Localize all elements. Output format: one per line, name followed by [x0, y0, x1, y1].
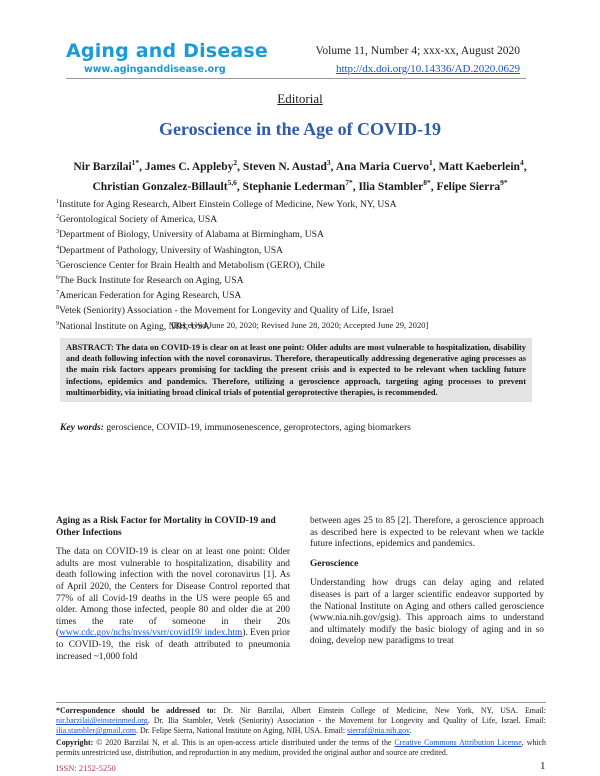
- abstract-box: ABSTRACT: The data on COVID-19 is clear on at least one point: Older adults are most vulnerable to hospitalization, disability and death following infection with the novel coronavirus. Therefore, therapeutically addressing degenerative aging processes as the main risk factors appears promising for tackling the present crisis and is expected to be relevant when tackling future infections, epidemics and pandemics. Therefore, utilizing a geroscience approach, targeting aging processes to prevent multimorbidity, via initiating broad clinical trials of potential geroprotective therapies, is recommended.: [60, 338, 532, 402]
- author: Felipe Sierra$^{9*}$: [436, 177, 508, 193]
- cdc-link[interactable]: www.cdc.gov/nchs/nvss/vsrr/covid19/ index.htm: [59, 628, 243, 639]
- journal-website[interactable]: www.aginganddisease.org: [84, 64, 226, 75]
- section-label: Editorial: [277, 91, 323, 106]
- affiliation-item: $^3$Department of Biology, University of Alabama at Birmingham, USA: [56, 228, 324, 241]
- affiliation-item: $^5$Geroscience Center for Brain Health and Metabolism (GERO), Chile: [56, 258, 325, 271]
- affiliation-item: $^1$Institute for Aging Research, Albert Einstein College of Medicine, New York, NY, USA: [56, 198, 397, 211]
- affiliation-item: $^4$Department of Pathology, University of Washington, USA: [56, 243, 283, 256]
- email-link[interactable]: ilia.stambler@gmail.com: [56, 726, 137, 736]
- affiliation-item: $^7$American Federation for Aging Research, USA: [56, 289, 242, 302]
- body-column-left: [56, 516, 290, 671]
- affiliation-item: $^9$National Institute on Aging, NIH, USA: [56, 319, 210, 332]
- author: Ilia Stambler$^{8*}$: [358, 177, 431, 193]
- author-list: [60, 155, 540, 195]
- author: Stephanie Lederman$^{7*}$: [242, 177, 353, 193]
- author: Nir Barzilai$^{1*}$: [73, 158, 140, 173]
- article-title: Geroscience in the Age of COVID-19: [158, 119, 442, 139]
- section-heading: Aging as a Risk Factor for Mortality in COVID-19 and Other Infections: [56, 516, 276, 538]
- received-dates: [Received June 20, 2020; Revised June 28, 2020; Accepted June 29, 2020]: [171, 320, 429, 330]
- keywords: [60, 422, 411, 433]
- issn: ISSN: 2152-5250: [56, 763, 116, 773]
- keywords-text: geroscience, COVID-19, immunosenescence, geroprotectors, aging biomarkers: [106, 422, 411, 433]
- author-line-2: Christian Gonzalez-Billault$^{5,6}$, Stephanie Lederman$^{7*}$, Ilia Stambler$^{8*}$, Felipe Sierra$^{9*}$: [92, 177, 508, 193]
- page-number: 1: [540, 760, 546, 772]
- body-column-right: [310, 516, 544, 656]
- keywords-label: Key words:: [60, 422, 104, 433]
- correspondence-note: *Correspondence should be addressed to: Dr. Nir Barzilai, Albert Einstein College of Medicine, New York, NY, USA. Email: nir.barzilai@einsteinmed.org. Dr. Ilia Stambler, Vetek (Seniority) Association - the Movement for Longevity and Quality of Life, Israel. Email: ilia.stambler@gmail.com. Dr. Felipe Sierra, National Institute on Aging, NIH, USA. Email: sierraf@nia.nih.gov.: [56, 706, 546, 736]
- affiliation-item: $^6$The Buck Institute for Research on Aging, USA: [56, 273, 244, 287]
- author: Ana Maria Cuervo$^1$: [335, 158, 433, 173]
- author: James C. Appleby$^2$: [144, 158, 238, 173]
- author: Christian Gonzalez-Billault$^{5,6}$: [92, 177, 237, 193]
- author-line-1: Nir Barzilai$^{1*}$, James C. Appleby$^2$, Steven N. Austad$^3$, Ana Maria Cuervo$^1$, Matt Kaeberlein$^4$,: [73, 158, 527, 173]
- email-link[interactable]: sierraf@nia.nih.gov: [347, 726, 410, 736]
- copyright-note: Copyright: © 2020 Barzilai N, et al. This is an open-access article distributed under the terms of the Creative Commons Attribution License, which permits unrestricted use, distribution, and reproduction in any medium, provided the original author and source are credited.: [56, 738, 546, 758]
- affiliations: [56, 196, 397, 333]
- section-heading: Geroscience: [310, 558, 359, 569]
- footer-divider: [56, 702, 546, 703]
- header-divider: [66, 78, 526, 79]
- paragraph: between ages 25 to 85 [2]. Therefore, a geroscience approach as described here is expected to be relevant when we tackle future infections, epidemics and pandemics.: [310, 516, 544, 550]
- license-link[interactable]: Creative Commons Attribution License: [394, 738, 522, 747]
- volume-info: Volume 11, Number 4; xxx-xx, August 2020: [315, 45, 520, 57]
- doi-link[interactable]: http://dx.doi.org/10.14336/AD.2020.0629: [335, 63, 520, 75]
- email-link[interactable]: nir.barzilai@einsteinmed.org: [56, 716, 148, 726]
- paragraph: The data on COVID-19 is clear on at least one point: Older adults are most vulnerable to hospitalization, disability and death following infection with the novel coronavirus [1]. As of April 2020, the Centers for Disease Control reported that 77% of all Covid-19 deaths in the US were people 65 and older. Among those infected, people 80 and older die at 200 times the rate of someone in their 20s (www.cdc.gov/nchs/nvss/vsrr/covid19/ index.htm). Even prior to COVID-19, the risk of death attributed to pneumonia increased ~1,000 fold: [56, 547, 290, 662]
- affiliation-item: $^8$Vetek (Seniority) Association - the Movement for Longevity and Quality of Life, Israel: [56, 304, 394, 317]
- affiliation-item: $^2$Gerontological Society of America, USA: [56, 213, 218, 226]
- paragraph: Understanding how drugs can delay aging and related diseases is part of a larger scientific endeavor supported by the National Institute on Aging and others called geroscience (www.nia.nih.gov/gsig). This approach aims to understand and ultimately modify the basic biology of aging and in so doing, develop new paradigms to treat: [310, 578, 544, 647]
- author: Steven N. Austad$^3$: [242, 158, 331, 173]
- journal-name: Aging and Disease: [66, 40, 269, 62]
- author: Matt Kaeberlein$^4$: [438, 158, 524, 173]
